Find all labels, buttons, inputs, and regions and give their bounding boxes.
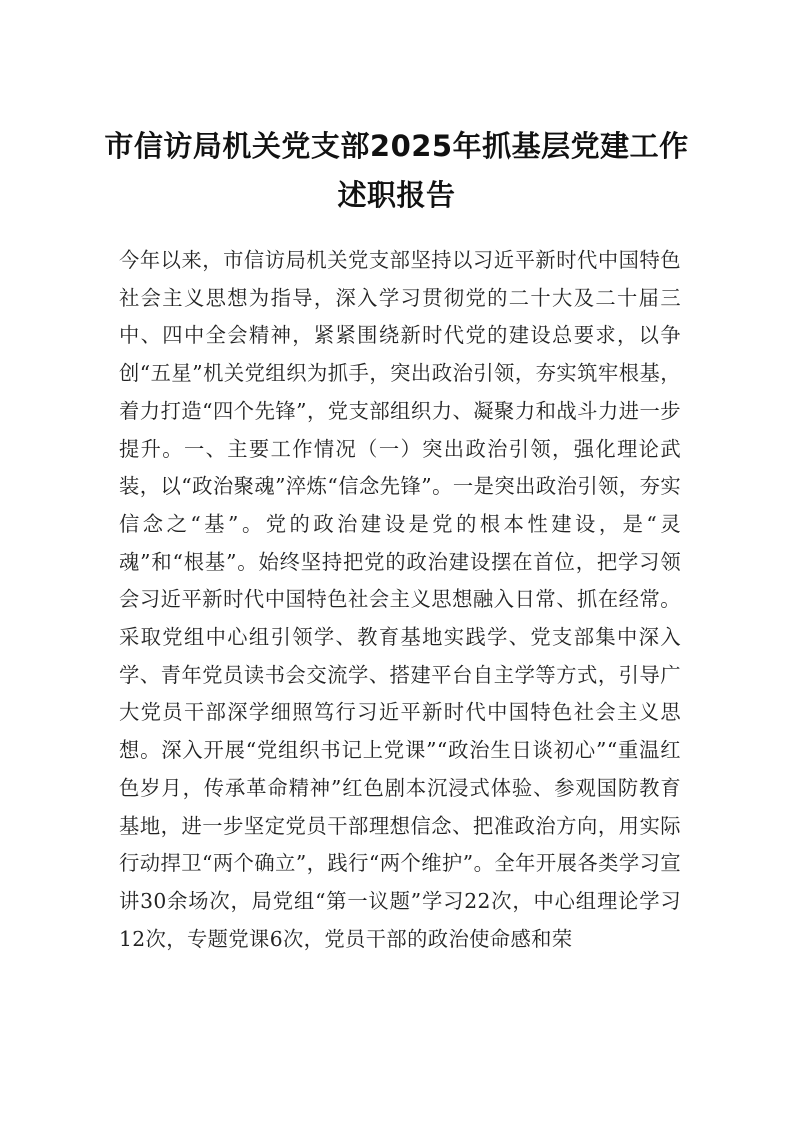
document-title: 市信访局机关党支部2025年抓基层党建工作述职报告 (104, 129, 689, 212)
document-body-paragraph: 今年以来，市信访局机关党支部坚持以习近平新时代中国特色社会主义思想为指导，深入学习贯彻党的二十大及二十届三中、四中全会精神，紧紧围绕新时代党的建设总要求，以争创“五星”机关党组织为抓手，突出政治引领，夯实筑牢根基，着力打造“四个先锋”，党支部组织力、凝聚力和战斗力进一步提升。一、主要工作情况（一）突出政治引领，强化理论武装，以“政治聚魂”淬炼“信念先锋”。一是突出政治引领，夯实信念之“基”。党的政治建设是党的根本性建设，是“灵魂”和“根基”。始终坚持把党的政治建设摆在首位，把学习领会习近平新时代中国特色社会主义思想融入日常、抓在经常。采取党组中心组引领学、教育基地实践学、党支部集中深入学、青年党员读书会交流学、搭建平台自主学等方式，引导广大党员干部深学细照笃行习近平新时代中国特色社会主义思想。深入开展“党组织书记上党课”“政治生日谈初心”“重温红色岁月，传承革命精神”红色剧本沉浸式体验、参观国防教育基地，进一步坚定党员干部理想信念、把准政治方向，用实际行动捍卫“两个确立”，践行“两个维护”。全年开展各类学习宣讲30余场次，局党组“第一议题”学习22次，中心组理论学习12次，专题党课6次，党员干部的政治使命感和荣 (119, 248, 681, 951)
